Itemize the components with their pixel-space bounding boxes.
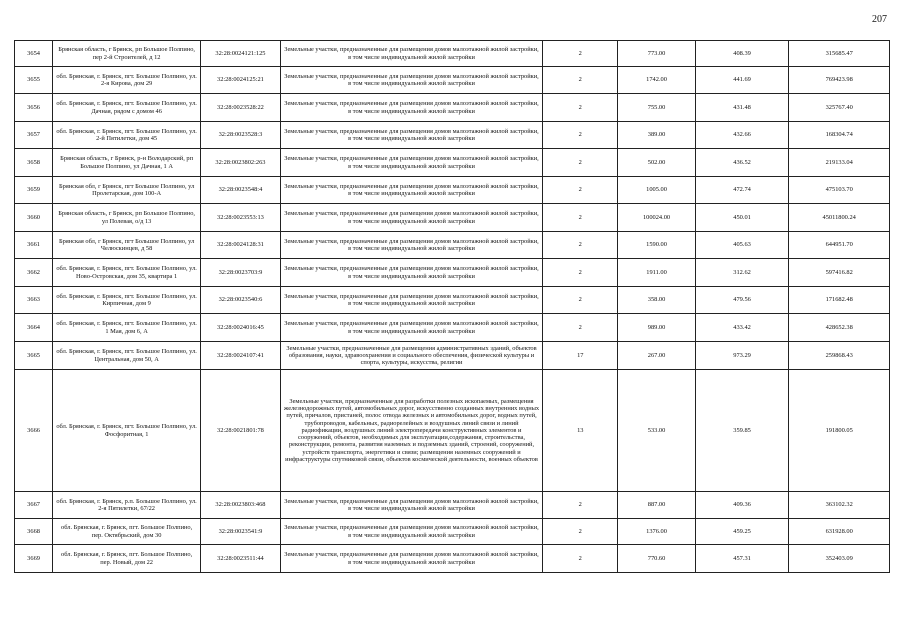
land-use-cell: Земельные участки, предназначенные для размещения домов малоэтажной жилой застройки, в том числе индивидуальной жилой застройки [280, 94, 542, 122]
cadastral-value-cell: 352403.09 [789, 545, 890, 573]
cadastral-value-cell: 631928.00 [789, 519, 890, 545]
address-cell: обл. Брянская, г. Брянск, пгт. Большое Полпино, пер. Октябрьский, дом 30 [53, 519, 201, 545]
use-group-cell: 2 [543, 41, 618, 67]
land-use-cell: Земельные участки, предназначенные для размещения домов малоэтажной жилой застройки, в том числе индивидуальной жилой застройки [280, 204, 542, 232]
address-cell: обл. Брянская, г. Брянск, р.п. Большое Полпино, ул. 2-я Пятилетки, 67/22 [53, 492, 201, 519]
area-cell: 267.00 [618, 342, 695, 370]
cadastral-value-cell: 769423.98 [789, 67, 890, 94]
table-row [15, 204, 890, 232]
address-cell: Брянская обл, г Брянск, пгт Большое Полпино, ул Пролетарская, дом 100-А [53, 177, 201, 204]
land-use-cell: Земельные участки, предназначенные для размещения домов малоэтажной жилой застройки, в том числе индивидуальной жилой застройки [280, 122, 542, 149]
specific-value-cell: 441.69 [695, 67, 789, 94]
use-group-cell: 2 [543, 122, 618, 149]
table-row [15, 519, 890, 545]
cadastral-value-cell: 219133.04 [789, 149, 890, 177]
use-group-cell: 2 [543, 149, 618, 177]
table-row [15, 259, 890, 287]
land-use-cell: Земельные участки, предназначенные для размещения домов малоэтажной жилой застройки, в том числе индивидуальной жилой застройки [280, 149, 542, 177]
specific-value-cell: 459.25 [695, 519, 789, 545]
table-row [15, 67, 890, 94]
cadastral-number-cell: 32:28:0021801:78 [201, 370, 281, 492]
area-cell: 755.00 [618, 94, 695, 122]
address-cell: обл. Брянская, г. Брянск, пгт. Большое Полпино, ул. 1 Мая, дом 6, А [53, 314, 201, 342]
area-cell: 1376.00 [618, 519, 695, 545]
address-cell: обл. Брянская, г. Брянск, пгт. Большое Полпино, ул. Дачная, рядом с домом 46 [53, 94, 201, 122]
land-use-cell: Земельные участки, предназначенные для размещения домов малоэтажной жилой застройки, в том числе индивидуальной жилой застройки [280, 259, 542, 287]
cadastral-value-cell: 191800.05 [789, 370, 890, 492]
table-row [15, 492, 890, 519]
cadastral-value-cell: 325767.40 [789, 94, 890, 122]
cadastral-number-cell: 32:28:0024125:21 [201, 67, 281, 94]
specific-value-cell: 312.62 [695, 259, 789, 287]
use-group-cell: 2 [543, 67, 618, 94]
table-row [15, 177, 890, 204]
cadastral-number-cell: 32:28:0024107:41 [201, 342, 281, 370]
row-number-cell: 3660 [15, 204, 53, 232]
cadastral-value-cell: 259868.43 [789, 342, 890, 370]
row-number-cell: 3659 [15, 177, 53, 204]
area-cell: 773.00 [618, 41, 695, 67]
address-cell: Брянская область, г Брянск, рп Большое Полпино, ул Полевая, о/д 13 [53, 204, 201, 232]
cadastral-value-cell: 428652.38 [789, 314, 890, 342]
land-use-cell: Земельные участки, предназначенные для размещения домов малоэтажной жилой застройки, в том числе индивидуальной жилой застройки [280, 67, 542, 94]
table-row [15, 41, 890, 67]
address-cell: обл. Брянская, г. Брянск, пгт. Большое Полпино, ул. 2-й Пятилетки, дом 45 [53, 122, 201, 149]
area-cell: 989.00 [618, 314, 695, 342]
row-number-cell: 3656 [15, 94, 53, 122]
address-cell: обл. Брянская, г. Брянск, пгт. Большое Полпино, ул. Фосфоритная, 1 [53, 370, 201, 492]
address-cell: обл. Брянская, г. Брянск, пгт. Большое Полпино, ул. Ново-Островская, дом 35, квартира 1 [53, 259, 201, 287]
use-group-cell: 2 [543, 232, 618, 259]
cadastral-value-cell: 363102.32 [789, 492, 890, 519]
cadastral-number-cell: 32:28:0023703:9 [201, 259, 281, 287]
specific-value-cell: 405.63 [695, 232, 789, 259]
use-group-cell: 2 [543, 314, 618, 342]
table-row [15, 287, 890, 314]
land-use-cell: Земельные участки, предназначенные для размещения административных зданий, объектов образования, науки, здравоохранения и социального обеспечения, физической культуры и спорта, культуры, искусства, религии [280, 342, 542, 370]
land-use-cell: Земельные участки, предназначенные для размещения домов малоэтажной жилой застройки, в том числе индивидуальной жилой застройки [280, 314, 542, 342]
area-cell: 100024.00 [618, 204, 695, 232]
cadastral-number-cell: 32:28:0024121:125 [201, 41, 281, 67]
cadastral-value-cell: 171682.48 [789, 287, 890, 314]
row-number-cell: 3666 [15, 370, 53, 492]
use-group-cell: 2 [543, 177, 618, 204]
specific-value-cell: 973.29 [695, 342, 789, 370]
area-cell: 770.60 [618, 545, 695, 573]
cadastral-value-cell: 597416.82 [789, 259, 890, 287]
row-number-cell: 3657 [15, 122, 53, 149]
cadastral-number-cell: 32:28:0023548:4 [201, 177, 281, 204]
address-cell: Брянская обл, г Брянск, пгт Большое Полпино, ул Челюскинцев, д 58 [53, 232, 201, 259]
use-group-cell: 2 [543, 94, 618, 122]
use-group-cell: 2 [543, 287, 618, 314]
use-group-cell: 2 [543, 204, 618, 232]
area-cell: 1742.00 [618, 67, 695, 94]
table-row [15, 342, 890, 370]
specific-value-cell: 359.85 [695, 370, 789, 492]
row-number-cell: 3665 [15, 342, 53, 370]
page-number: 207 [872, 14, 887, 25]
specific-value-cell: 433.42 [695, 314, 789, 342]
address-cell: обл. Брянская, г. Брянск, пгт. Большое Полпино, ул. Кирпичная, дом 9 [53, 287, 201, 314]
area-cell: 358.00 [618, 287, 695, 314]
cadastral-number-cell: 32:28:0023540:6 [201, 287, 281, 314]
cadastral-value-cell: 475103.70 [789, 177, 890, 204]
use-group-cell: 2 [543, 492, 618, 519]
land-use-cell: Земельные участки, предназначенные для размещения домов малоэтажной жилой застройки, в том числе индивидуальной жилой застройки [280, 287, 542, 314]
area-cell: 1005.00 [618, 177, 695, 204]
address-cell: Брянская область, г Брянск, рп Большое Полпино, пер 2-й Строителей, д 12 [53, 41, 201, 67]
land-use-cell: Земельные участки, предназначенные для размещения домов малоэтажной жилой застройки, в том числе индивидуальной жилой застройки [280, 519, 542, 545]
table-row [15, 232, 890, 259]
use-group-cell: 2 [543, 259, 618, 287]
specific-value-cell: 436.52 [695, 149, 789, 177]
row-number-cell: 3668 [15, 519, 53, 545]
area-cell: 389.00 [618, 122, 695, 149]
specific-value-cell: 432.66 [695, 122, 789, 149]
land-use-cell: Земельные участки, предназначенные для размещения домов малоэтажной жилой застройки, в том числе индивидуальной жилой застройки [280, 41, 542, 67]
area-cell: 887.00 [618, 492, 695, 519]
cadastral-value-cell: 168304.74 [789, 122, 890, 149]
table-row [15, 149, 890, 177]
specific-value-cell: 479.56 [695, 287, 789, 314]
table-row [15, 545, 890, 573]
cadastral-number-cell: 32:28:0023511:44 [201, 545, 281, 573]
area-cell: 1911.00 [618, 259, 695, 287]
cadastral-number-cell: 32:28:0023553:13 [201, 204, 281, 232]
land-use-cell: Земельные участки, предназначенные для размещения домов малоэтажной жилой застройки, в том числе индивидуальной жилой застройки [280, 492, 542, 519]
cadastral-number-cell: 32:28:0024128:31 [201, 232, 281, 259]
row-number-cell: 3667 [15, 492, 53, 519]
use-group-cell: 2 [543, 545, 618, 573]
cadastral-number-cell: 32:28:0023803:468 [201, 492, 281, 519]
specific-value-cell: 472.74 [695, 177, 789, 204]
cadastral-value-cell: 644951.70 [789, 232, 890, 259]
use-group-cell: 13 [543, 370, 618, 492]
cadastral-value-cell: 315685.47 [789, 41, 890, 67]
row-number-cell: 3664 [15, 314, 53, 342]
specific-value-cell: 408.39 [695, 41, 789, 67]
cadastral-value-table [14, 40, 890, 573]
cadastral-number-cell: 32:28:0023802:263 [201, 149, 281, 177]
address-cell: Брянская область, г Брянск, р-н Володарский, рп Большое Полпино, ул Дачная, 1 А [53, 149, 201, 177]
address-cell: обл. Брянская, г. Брянск, пгт. Большое Полпино, ул. Центральная, дом 50, А [53, 342, 201, 370]
row-number-cell: 3661 [15, 232, 53, 259]
table-row [15, 314, 890, 342]
land-use-cell: Земельные участки, предназначенные для размещения домов малоэтажной жилой застройки, в том числе индивидуальной жилой застройки [280, 545, 542, 573]
land-use-cell: Земельные участки, предназначенные для размещения домов малоэтажной жилой застройки, в том числе индивидуальной жилой застройки [280, 177, 542, 204]
land-use-cell: Земельные участки, предназначенные для размещения домов малоэтажной жилой застройки, в том числе индивидуальной жилой застройки [280, 232, 542, 259]
land-use-cell: Земельные участки, предназначенные для разработки полезных ископаемых, размещения железнодорожных путей, автомобильных дорог, искусственно созданных внутренних водных путей, причалов, пристаней, полос отвода железных и автомобильных дорог, водных путей, трубопроводов, кабельных, радиорелейных и воздушных линий связи и линий радиофикации, воздушных линий электропередачи конструктивных элементов и сооружений, объектов, необходимых для эксплуатации,содержания, строительства, реконструкции, ремонта, развития наземных и подземных зданий, строений, сооружений, устройств транспорта, энергетики и связи; размещения наземных сооружений и инфраструктуры спутниковой связи, объектов космической деятельности, военных объектов [280, 370, 542, 492]
area-cell: 533.00 [618, 370, 695, 492]
cadastral-number-cell: 32:28:0023528:3 [201, 122, 281, 149]
cadastral-number-cell: 32:28:0023541:9 [201, 519, 281, 545]
row-number-cell: 3655 [15, 67, 53, 94]
row-number-cell: 3654 [15, 41, 53, 67]
address-cell: обл. Брянская, г. Брянск, пгт. Большое Полпино, пер. Новый, дом 22 [53, 545, 201, 573]
cadastral-number-cell: 32:28:0024016:45 [201, 314, 281, 342]
use-group-cell: 2 [543, 519, 618, 545]
table-row [15, 370, 890, 492]
specific-value-cell: 457.31 [695, 545, 789, 573]
table-row [15, 122, 890, 149]
row-number-cell: 3658 [15, 149, 53, 177]
table-body [15, 41, 890, 573]
area-cell: 502.00 [618, 149, 695, 177]
table-row [15, 94, 890, 122]
specific-value-cell: 409.36 [695, 492, 789, 519]
row-number-cell: 3662 [15, 259, 53, 287]
specific-value-cell: 450.01 [695, 204, 789, 232]
address-cell: обл. Брянская, г. Брянск, пгт. Большое Полпино, ул. 2-я Кирова, дом 29 [53, 67, 201, 94]
use-group-cell: 17 [543, 342, 618, 370]
area-cell: 1590.00 [618, 232, 695, 259]
cadastral-number-cell: 32:28:0023528:22 [201, 94, 281, 122]
row-number-cell: 3663 [15, 287, 53, 314]
cadastral-value-cell: 45011800.24 [789, 204, 890, 232]
specific-value-cell: 431.48 [695, 94, 789, 122]
row-number-cell: 3669 [15, 545, 53, 573]
